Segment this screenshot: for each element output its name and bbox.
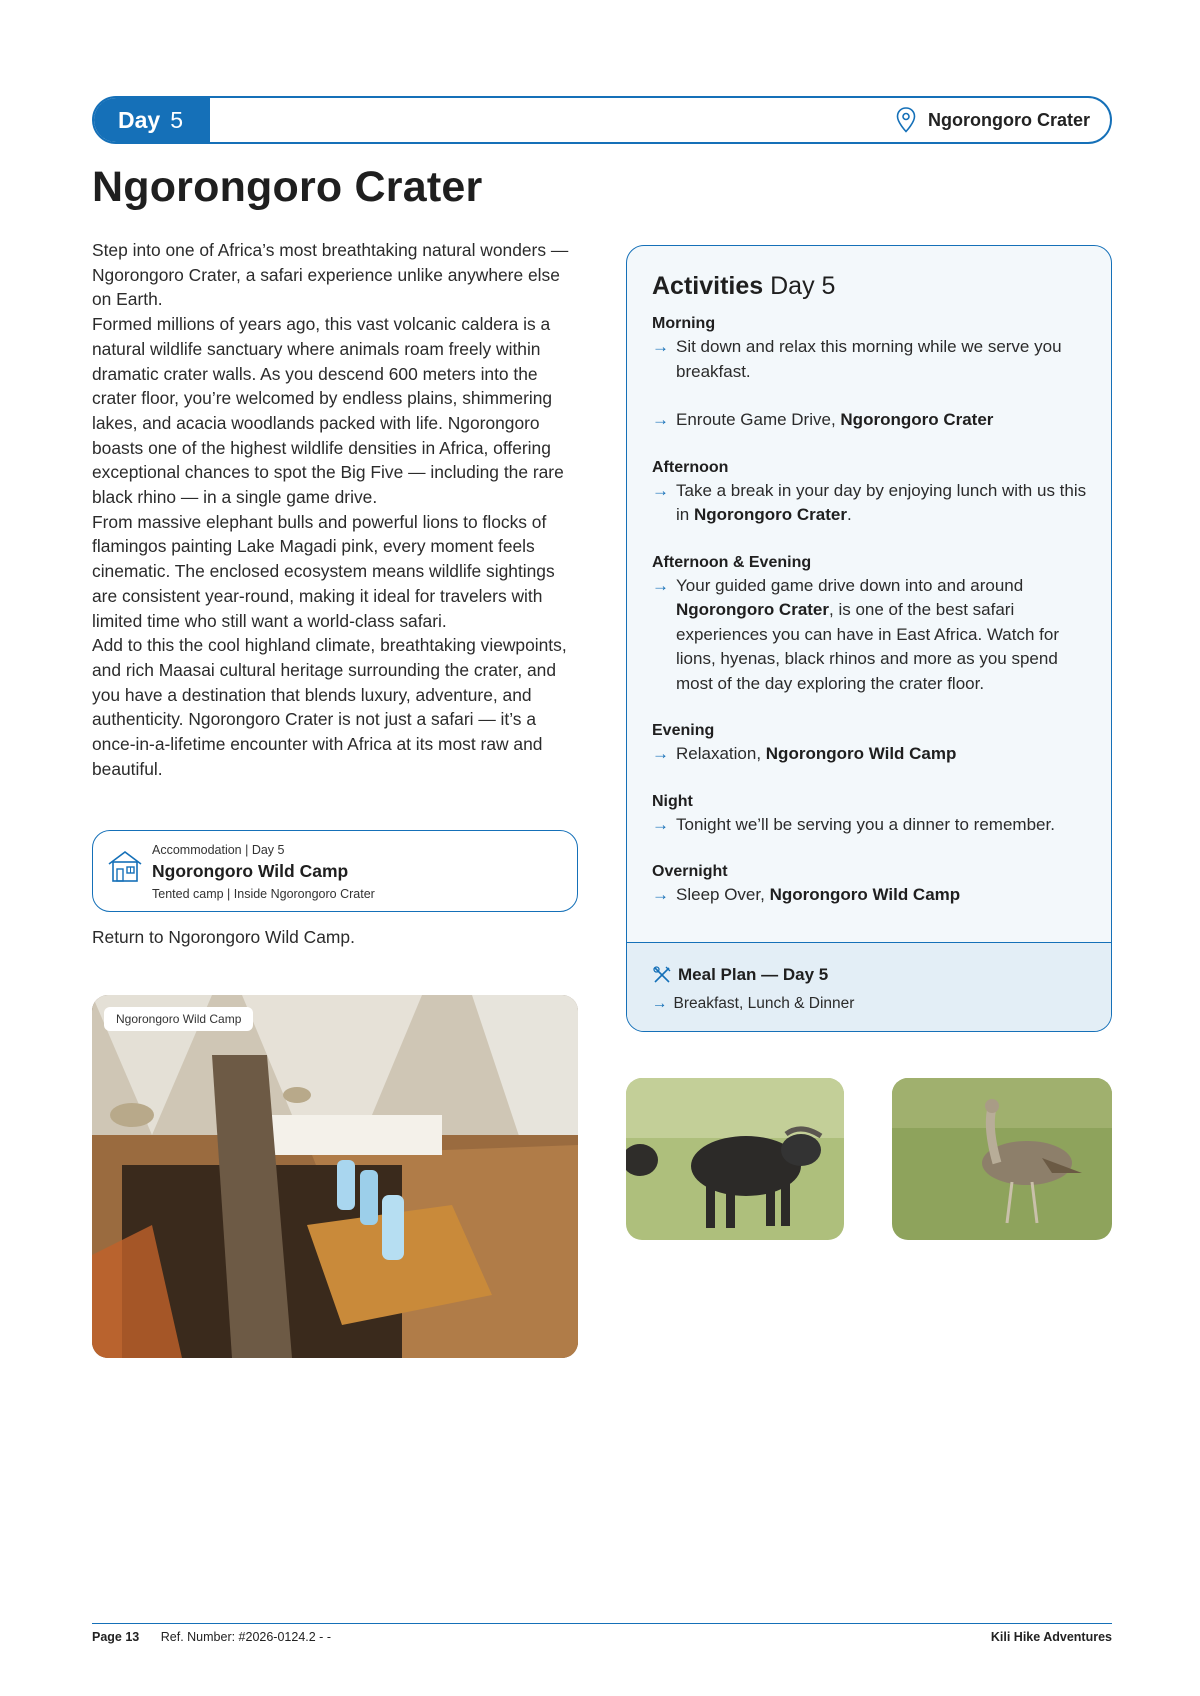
page-number: Page 13 (92, 1630, 140, 1644)
activity-item (652, 883, 1092, 908)
reference-number: Ref. Number: #2026-0124.2 - - (160, 1630, 331, 1644)
header-location-text: Ngorongoro Crater (928, 109, 1090, 130)
activity-text: Relaxation, (676, 744, 766, 763)
activity-text: Sit down and relax this morning while we serve you breakfast. (676, 337, 1062, 381)
meal-plan-section (627, 942, 1111, 1031)
day-number: 5 (170, 106, 183, 133)
house-icon (107, 849, 143, 883)
footer-divider (92, 1623, 1112, 1624)
activity-text: Your guided game drive down into and around (676, 575, 1024, 595)
arrow-right-icon: → (652, 885, 669, 904)
meal-plan-detail: Breakfast, Lunch & Dinner (673, 995, 855, 1012)
activity-place: Ngorongoro Crater (840, 410, 994, 429)
accommodation-meta: Accommodation | Day 5 (152, 843, 285, 857)
intro-text (92, 238, 582, 781)
activity-text: . (846, 505, 852, 524)
activity-item (652, 408, 1092, 433)
map-pin-icon (896, 107, 916, 133)
period-afternoon-evening: Afternoon & Evening (652, 553, 812, 571)
activity-place: Ngorongoro Crater (693, 505, 847, 524)
accommodation-card (92, 830, 578, 912)
intro-paragraph: Formed millions of years ago, this vast volcanic caldera is a natural wildlife sanctuary where animals roam freely within dramatic crater walls. As you descend 600 meters into the crater floor, you’re welcomed by endless plains, shimmering lakes, and acacia woodlands packed with life. Ngorongoro boasts one of the highest wildlife densities in Africa, offering exceptional chances to spot the Big Five — including the rare black rhino — in a single game drive. (92, 314, 564, 508)
period-morning: Morning (652, 315, 716, 332)
activities-title (652, 272, 835, 301)
activity-text: , is one of the best safari experiences you can have in East Africa. Watch for lions, hyenas, black rhinos and more as you spend most of the day exploring the crater floor. (676, 600, 1060, 693)
activity-text: Take a break in your day by enjoying lunch with us this in (676, 480, 1087, 524)
period-evening: Evening (652, 722, 715, 739)
page-title: Ngorongoro Crater (92, 163, 483, 211)
activity-place: Ngorongoro Wild Camp (769, 885, 961, 904)
arrow-right-icon: → (652, 814, 669, 834)
footer-left (92, 1630, 331, 1644)
intro-paragraph: Add to this the cool highland climate, breathtaking viewpoints, and rich Maasai cultural heritage surrounding the crater, and you have a destination that blends luxury, adventure, and authenticity. Ngorongoro Crater is not just a safari — it’s a once-in-a-lifetime encounter with Africa at its most raw and beautiful. (92, 635, 567, 779)
arrow-right-icon: → (652, 410, 669, 429)
activity-item (652, 574, 1092, 697)
accommodation-name: Ngorongoro Wild Camp (152, 861, 349, 881)
accommodation-subtitle: Tented camp | Inside Ngorongoro Crater (152, 887, 375, 901)
activities-list (652, 313, 1092, 908)
camp-interior-image (92, 995, 578, 1358)
day-header-bar (92, 96, 1112, 144)
period-night: Night (652, 792, 693, 810)
period-afternoon: Afternoon (652, 458, 729, 476)
kori-bustard-image (892, 1078, 1112, 1240)
photo-caption: Ngorongoro Wild Camp (104, 1007, 253, 1031)
arrow-right-icon: → (652, 995, 668, 1012)
period-overnight: Overnight (652, 863, 728, 880)
activity-place: Ngorongoro Crater (676, 600, 829, 619)
company-name: Kili Hike Adventures (990, 1630, 1112, 1644)
arrow-right-icon: → (652, 337, 669, 356)
arrow-right-icon: → (652, 480, 669, 500)
intro-paragraph: Step into one of Africa’s most breathtaking natural wonders — Ngorongoro Crater, a safari experience unlike anywhere else on Earth. (92, 240, 569, 310)
activities-title-day: Day 5 (770, 272, 836, 300)
activity-item (652, 742, 1092, 767)
day-badge (94, 98, 210, 142)
activities-panel (626, 245, 1112, 1032)
camp-photo (92, 995, 578, 1358)
activity-text: Enroute Game Drive, (676, 410, 841, 429)
activity-text: Tonight we’ll be serving you a dinner to remember. (676, 814, 1055, 834)
utensils-icon (652, 965, 672, 985)
arrow-right-icon: → (652, 575, 669, 595)
activity-place: Ngorongoro Wild Camp (765, 744, 957, 763)
activity-text: Sleep Over, (676, 885, 770, 904)
buffalo-photo (626, 1078, 844, 1240)
meal-plan-title-row (652, 965, 828, 985)
activity-item (652, 479, 1092, 528)
arrow-right-icon: → (652, 744, 669, 763)
bustard-photo (892, 1078, 1112, 1240)
meal-plan-title: Meal Plan — Day 5 (678, 965, 829, 984)
intro-paragraph: From massive elephant bulls and powerful lions to flocks of flamingos painting Lake Magadi pink, every moment feels cinematic. The enclosed ecosystem means wildlife sightings are consistent year-round, making it ideal for travelers with limited time who still want a world-class safari. (92, 511, 555, 631)
buffalo-image (626, 1078, 844, 1240)
activity-item (652, 813, 1092, 838)
header-location (896, 98, 1090, 142)
activities-title-bold: Activities (652, 272, 764, 300)
day-label: Day (118, 106, 161, 133)
meal-plan-detail-row (652, 995, 854, 1013)
activity-item (652, 335, 1092, 384)
return-text: Return to Ngorongoro Wild Camp. (92, 927, 355, 947)
